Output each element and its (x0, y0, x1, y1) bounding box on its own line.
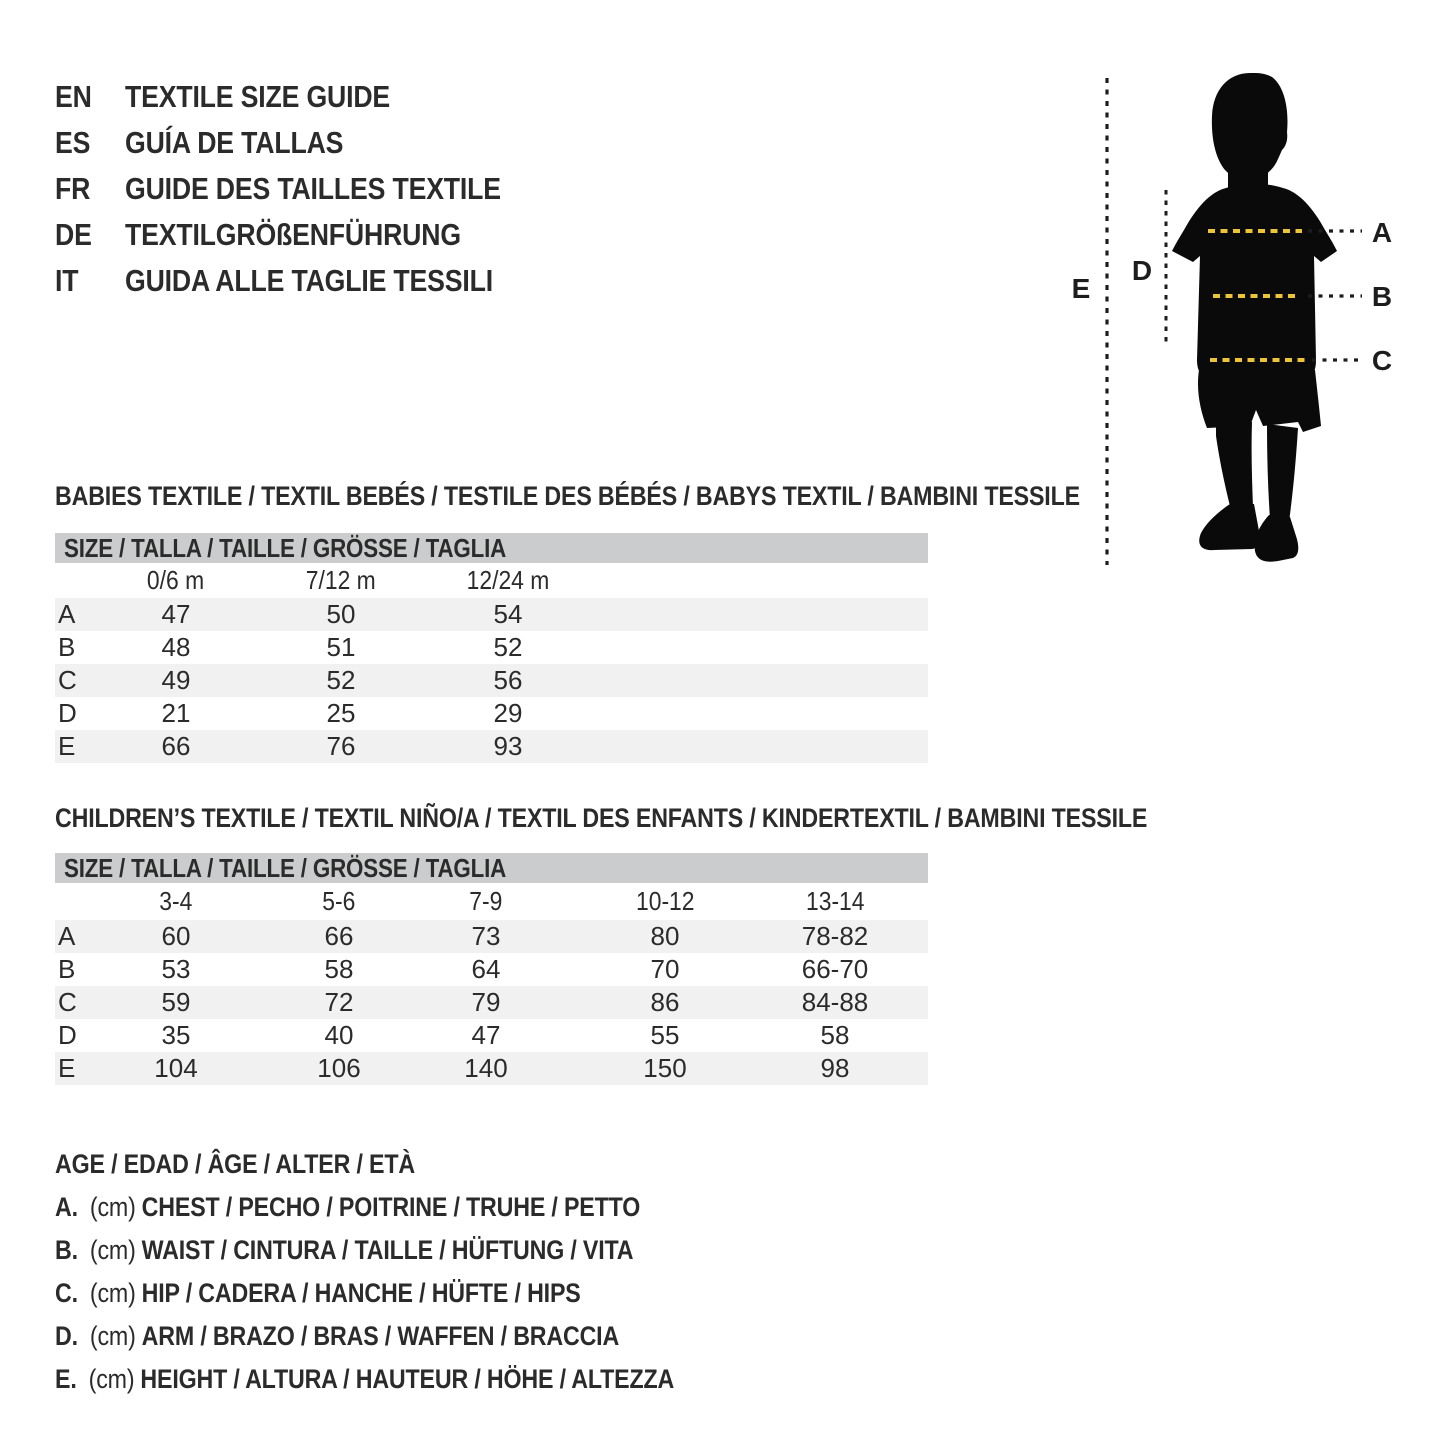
children-section-title: CHILDREN’S TEXTILE / TEXTIL NIÑO/A / TEXTIL DES ENFANTS / KINDERTEXTIL / BAMBINI TESSILE (55, 803, 1148, 833)
babies-section-title: BABIES TEXTILE / TEXTIL BEBÉS / TESTILE DES BÉBÉS / BABYS TEXTIL / BAMBINI TESSILE (55, 481, 1080, 511)
column-header: 5-6 (322, 886, 356, 916)
row-label: E (58, 731, 76, 761)
guide-title-es: GUÍA DE TALLAS (125, 125, 344, 160)
row-label: E (58, 1053, 76, 1083)
figure-label-c: C (1371, 345, 1393, 376)
legend-item-arm: D. (cm) ARM / BRAZO / BRAS / WAFFEN / BRACCIA (55, 1321, 620, 1351)
legend-item-chest: A. (cm) CHEST / PECHO / POITRINE / TRUHE / PETTO (55, 1192, 641, 1222)
column-header: 7/12 m (306, 565, 376, 595)
table-row: E 104 106 140 150 98 (55, 1052, 928, 1085)
lang-code: IT (55, 263, 79, 298)
legend-item-height: E. (cm) HEIGHT / ALTURA / HAUTEUR / HÖHE / ALTEZZA (55, 1364, 675, 1394)
lang-row-es (55, 120, 562, 166)
table-row: A 60 66 73 80 78-82 (55, 920, 928, 953)
table-row: A 47 50 54 (55, 598, 928, 631)
lang-row-de (55, 212, 562, 258)
row-label: C (58, 987, 77, 1017)
children-column-header-row (55, 883, 928, 920)
row-label: B (58, 632, 76, 662)
row-label: A (58, 921, 76, 951)
table-row: C 59 72 79 86 84-88 (55, 986, 928, 1019)
figure-label-e: E (1071, 273, 1091, 304)
lang-row-en (55, 74, 562, 120)
table-row: D 35 40 47 55 58 (55, 1019, 928, 1052)
lang-code: DE (55, 217, 92, 252)
lang-code: FR (55, 171, 91, 206)
figure-label-d: D (1131, 255, 1153, 286)
children-size-table (55, 853, 928, 1085)
babies-size-header-bar: SIZE / TALLA / TAILLE / GRÖSSE / TAGLIA (55, 533, 928, 563)
lang-row-it (55, 258, 562, 304)
row-label: B (58, 954, 76, 984)
legend-item-hip: C. (cm) HIP / CADERA / HANCHE / HÜFTE / HIPS (55, 1278, 581, 1308)
guide-title-en: TEXTILE SIZE GUIDE (125, 79, 391, 114)
column-header: 0/6 m (147, 565, 205, 595)
row-label: D (58, 1020, 77, 1050)
column-header: 3-4 (159, 886, 193, 916)
babies-size-table (55, 533, 928, 763)
lang-code: EN (55, 79, 92, 114)
column-header: 13-14 (805, 886, 865, 916)
table-row: E 66 76 93 (55, 730, 928, 763)
lang-code: ES (55, 125, 91, 160)
column-header: 12/24 m (466, 565, 550, 595)
language-header (55, 74, 562, 304)
lang-row-fr (55, 166, 562, 212)
table-row: D 21 25 29 (55, 697, 928, 730)
child-measurement-diagram (1050, 60, 1445, 600)
figure-label-a: A (1371, 217, 1393, 248)
table-row: C 49 52 56 (55, 664, 928, 697)
legend-item-waist: B. (cm) WAIST / CINTURA / TAILLE / HÜFTUNG / VITA (55, 1235, 634, 1265)
row-label: A (58, 599, 76, 629)
table-row: B 48 51 52 (55, 631, 928, 664)
column-header: 7-9 (469, 886, 503, 916)
babies-column-header-row (55, 563, 928, 598)
guide-title-it: GUIDA ALLE TAGLIE TESSILI (125, 263, 493, 298)
row-label: C (58, 665, 77, 695)
row-label: D (58, 698, 77, 728)
guide-title-fr: GUIDE DES TAILLES TEXTILE (125, 171, 501, 206)
figure-label-b: B (1371, 281, 1393, 312)
column-header: 10-12 (635, 886, 695, 916)
children-size-header-bar: SIZE / TALLA / TAILLE / GRÖSSE / TAGLIA (55, 853, 928, 883)
legend-age-line: AGE / EDAD / ÂGE / ALTER / ETÀ (55, 1149, 415, 1179)
measurement-legend (55, 1143, 775, 1401)
guide-title-de: TEXTILGRÖßENFÜHRUNG (125, 217, 461, 252)
table-row: B 53 58 64 70 66-70 (55, 953, 928, 986)
